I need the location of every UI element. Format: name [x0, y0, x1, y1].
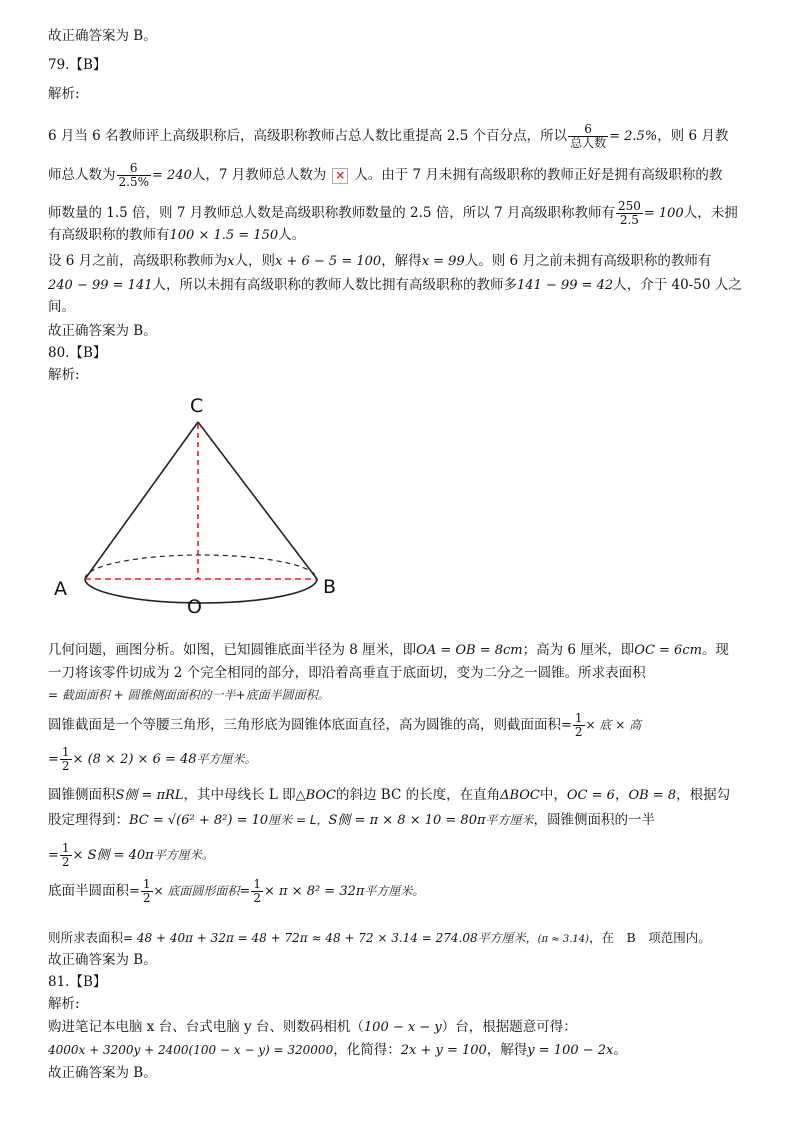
denominator: 总人数 — [570, 136, 607, 150]
text: ，圆锥侧面积的一半 — [533, 812, 656, 828]
math: = — [239, 884, 251, 899]
text: 底面半圆面积 — [48, 883, 129, 899]
math: ΔBOC — [500, 788, 540, 803]
denominator: 2 — [253, 891, 261, 905]
label-b: B — [323, 576, 337, 598]
text: 人。由于 7 月未拥有高级职称的教师正好是拥有高级职称的教 — [354, 167, 723, 183]
fraction — [616, 200, 643, 227]
numerator: 6 — [117, 162, 152, 176]
fraction — [141, 878, 153, 905]
base-back-arc — [85, 555, 317, 579]
text: ；高为 6 厘米，即 — [522, 642, 635, 658]
cone-figure — [40, 388, 370, 626]
question-number: 81.【B】 — [48, 974, 107, 990]
text-line — [48, 123, 728, 150]
text: 设 6 月之前，高级职称教师为 — [48, 253, 228, 269]
answer-line: 故正确答案为 B。 — [48, 28, 157, 44]
math: 100 − x − y — [363, 1020, 442, 1035]
text-line — [48, 842, 214, 869]
text: 人，则 — [234, 253, 276, 269]
text-line — [48, 641, 729, 660]
text-line — [48, 786, 730, 805]
text: 则所求表面积 — [48, 930, 124, 945]
text: 人，所以未拥有高级职称的教师人数比拥有高级职称的教师多 — [152, 277, 517, 293]
text: 购进笔记本电脑 x 台、台式电脑 y 台、则数码相机（ — [48, 1019, 364, 1035]
text: 人。则 6 月之前未拥有高级职称的教师有 — [464, 253, 712, 269]
text-line: 间。 — [48, 299, 75, 315]
math: 240 − 99 = 141 — [48, 278, 153, 293]
text: 。现 — [701, 642, 729, 658]
fraction — [60, 842, 72, 869]
text: 人，未拥 — [683, 205, 738, 221]
text: ，其中母线长 L 即 — [183, 787, 296, 803]
text: 平方厘米。 — [196, 752, 257, 766]
text: ，在 B 项范围内。 — [589, 930, 711, 945]
math: = — [561, 718, 572, 733]
math: BC = √(6² + 8²) = 10 — [129, 813, 269, 828]
math: x — [227, 254, 235, 269]
math: = 2.5% — [609, 129, 658, 144]
text: × 底 × 高 — [585, 718, 642, 732]
math: △BOC — [295, 788, 336, 803]
analysis-heading: 解析: — [48, 86, 80, 102]
label-a: A — [54, 578, 67, 600]
text-line — [48, 811, 655, 830]
numerator: 1 — [142, 877, 151, 891]
text: 平方厘米 — [485, 813, 534, 827]
math: S侧 = πRL — [115, 788, 184, 803]
broken-image-icon — [332, 168, 348, 184]
text: 人。 — [278, 227, 306, 243]
text-line — [48, 712, 641, 739]
numerator: 1 — [253, 877, 261, 891]
text: ，则 6 月教 — [657, 128, 729, 144]
math: 100 × 1.5 = 150 — [169, 228, 279, 243]
text: 6 月当 6 名教师评上高级职称后，高级职称教师占总人数比重提高 2.5 个百分点，所以 — [48, 128, 568, 144]
numerator: 1 — [61, 745, 70, 759]
math: = 100 — [643, 206, 684, 221]
text-line — [48, 200, 738, 227]
text: 平方厘米。 — [153, 848, 214, 862]
denominator: 2 — [142, 891, 151, 905]
text: 平方厘米。 — [364, 884, 425, 898]
text: 人，7 月教师总人数为 — [191, 167, 327, 183]
fraction — [251, 878, 263, 905]
text-line — [48, 162, 722, 189]
denominator: 2 — [61, 855, 70, 869]
math: x + 6 − 5 = 100 — [275, 254, 382, 269]
answer-line: 故正确答案为 B。 — [48, 952, 157, 968]
math: = — [48, 848, 59, 863]
math: = 48 + 40π + 32π = 48 + 72π ≈ 48 + 72 × 3.14 = 274.08 — [123, 931, 478, 945]
text: 人，介于 40-50 人之 — [613, 277, 742, 293]
math: (π ≈ 3.14) — [537, 934, 590, 945]
text: 师总人数为 — [48, 167, 116, 183]
math: × S侧 = 40π — [72, 848, 154, 863]
question-number: 79.【B】 — [48, 57, 107, 73]
math: 4000x + 3200y + 2400(100 − x − y) = 320000 — [48, 1043, 334, 1057]
text-line — [48, 276, 742, 295]
label-o: O — [187, 596, 202, 618]
math: OB = 8 — [628, 788, 677, 803]
text: ，解得 — [381, 253, 422, 269]
text: 有高级职称的教师有 — [48, 227, 170, 243]
math: 141 − 99 = 42 — [516, 278, 614, 293]
text: 股定理得到： — [48, 812, 129, 828]
question-number: 80.【B】 — [48, 345, 107, 361]
math: x = 99 — [421, 254, 465, 269]
text: 几何问题，画图分析。如图，已知圆锥底面半径为 8 厘米，即 — [48, 642, 417, 658]
text-line — [48, 929, 711, 949]
denominator: 2.5% — [118, 175, 149, 189]
analysis-heading: 解析: — [48, 367, 80, 383]
text: 中， — [539, 787, 567, 803]
math: = — [129, 884, 140, 899]
math: y = 100 − 2x — [527, 1043, 614, 1058]
text: 厘米 = L， — [268, 813, 329, 827]
fraction — [568, 123, 608, 150]
math: S侧 = π × 8 × 10 = 80π — [328, 813, 486, 828]
math: = 240 — [152, 168, 192, 183]
text-line — [48, 1041, 627, 1060]
math: OC = 6cm — [634, 643, 702, 658]
math: = — [48, 752, 59, 767]
numerator: 6 — [568, 123, 608, 137]
text-line — [48, 252, 711, 271]
fraction — [60, 746, 72, 773]
text: 圆锥截面是一个等腰三角形，三角形底为圆锥体底面直径，高为圆锥的高，则截面面积 — [48, 717, 561, 733]
math: OA = OB = 8cm — [416, 643, 523, 658]
text: ，化简得： — [333, 1042, 401, 1058]
numerator: 1 — [574, 711, 583, 725]
numerator: 250 — [617, 199, 641, 213]
text: × 底面圆形面积 — [153, 884, 240, 898]
denominator: 2 — [61, 759, 70, 773]
math: × (8 × 2) × 6 = 48 — [72, 752, 197, 767]
answer-line: 故正确答案为 B。 — [48, 323, 157, 339]
text: ，根据勾 — [676, 787, 731, 803]
label-c: C — [190, 395, 204, 417]
text: 。 — [613, 1042, 627, 1058]
text: ）台，根据题意可得： — [441, 1019, 577, 1035]
text-line — [48, 746, 257, 773]
text: 平方厘米， — [477, 931, 538, 945]
numerator: 1 — [61, 841, 70, 855]
text: ，解得 — [486, 1042, 528, 1058]
math: OC = 6 — [566, 788, 615, 803]
text: ， — [614, 787, 629, 803]
text-line: = 截面面积 + 圆锥侧面面积的一半+底面半圆面积。 — [48, 688, 330, 702]
text-line — [48, 1018, 577, 1037]
denominator: 2 — [574, 725, 583, 739]
text: 师数量的 1.5 倍，则 7 月教师总人数是高级职称教师数量的 2.5 倍，所以 7 月高级职称教师有 — [48, 205, 615, 221]
text-line — [48, 878, 424, 905]
answer-line: 故正确答案为 B。 — [48, 1065, 157, 1081]
text-line — [48, 226, 305, 245]
text: 圆锥侧面积 — [48, 787, 116, 803]
math: × π × 8² = 32π — [263, 884, 365, 899]
analysis-heading: 解析: — [48, 996, 80, 1012]
fraction — [573, 712, 585, 739]
math: 2x + y = 100 — [400, 1043, 487, 1058]
text: 的斜边 BC 的长度，在直角 — [336, 787, 501, 803]
fraction — [117, 162, 152, 189]
denominator: 2.5 — [619, 213, 639, 227]
text-line: 一刀将该零件切成为 2 个完全相同的部分，即沿着高垂直于底面切，变为二分之一圆锥。所求表面积 — [48, 665, 646, 681]
